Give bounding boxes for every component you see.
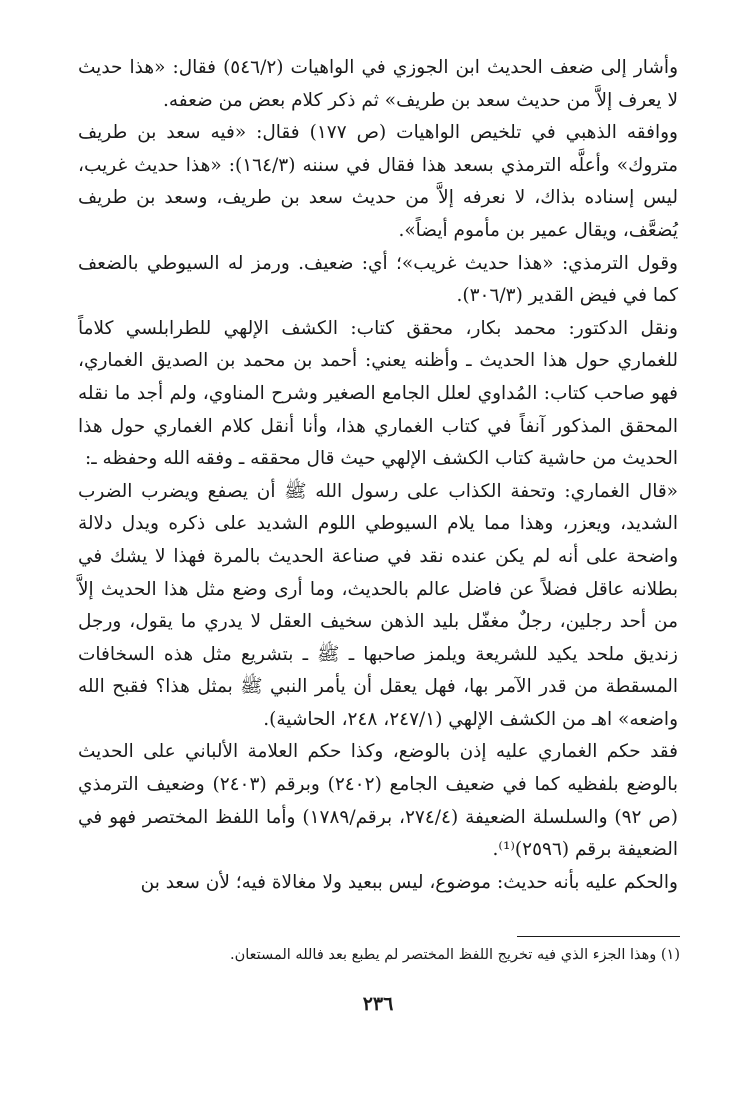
footnote: (١) وهذا الجزء الذي فيه تخريج اللفظ المختصر لم يطبع بعد فالله المستعان. — [230, 947, 680, 963]
paragraph-ruling: والحكم عليه بأنه حديث: موضوع، ليس ببعيد ولا مغالاة فيه؛ لأن سعد بن — [140, 871, 678, 893]
footnote-divider — [517, 936, 680, 937]
paragraph-ghumari-quote: «قال الغماري: وتحفة الكذاب على رسول الله ﷺ أن يصفع ويضرب الضرب الشديد، ويعزر، وهذا مما يلام السيوطي اللوم الشديد على ذكره ويدل دلالة واضحة على أنه لم يكن عنده نقد في صناعة الحديث بالمرة فهذا لا يشك في بطلانه عاقل فضلاً عن فاضل عالم بالحديث، وما أرى وضع مثل هذا الحديث إلاَّ من أحد رجلين، رجلٌ مغفّل بليد الذهن سخيف العقل لا يدري ما يقول، ورجل زنديق ملحد يكيد للشريعة ويلمز صاحبها ـ ﷺ ـ بتشريع مثل هذه السخافات المسقطة من قدر الآمر بها، فهل يعقل أن يأمر النبي ﷺ بمثل هذا؟ فقبح الله واضعه» اهـ من الكشف الإلهي (٢٤٧/١، ٢٤٨، الحاشية). — [78, 480, 678, 730]
page-number: ٢٣٦ — [362, 993, 394, 1015]
page-body — [78, 52, 678, 899]
paragraph-ibn-jawzi: وأشار إلى ضعف الحديث ابن الجوزي في الواهيات (٥٤٦/٢) فقال: «هذا حديث لا يعرف إلاَّ من حديث سعد بن طريف» ثم ذكر كلام بعض من ضعفه. — [78, 57, 678, 111]
paragraph-tirmidhi: وقول الترمذي: «هذا حديث غريب»؛ أي: ضعيف. ورمز له السيوطي بالضعف كما في فيض القدير (٣٠٦/٣). — [78, 252, 678, 307]
paragraph-bakkar: ونقل الدكتور: محمد بكار، محقق كتاب: الكشف الإلهي للطرابلسي كلاماً للغماري حول هذا الحديث ـ وأظنه يعني: أحمد بن محمد بن الصديق الغماري، فهو صاحب كتاب: المُداوي لعلل الجامع الصغير وشرح المناوي، ولم أجد ما نقله المحقق المذكور آنفاً في كتاب الغماري هذا، وأنا أنقل كلام الغماري حول هذا الحديث من حاشية كتاب الكشف الإلهي حيث قال محققه ـ وفقه الله وحفظه ـ: — [78, 317, 678, 470]
paragraph-albani: فقد حكم الغماري عليه إذن بالوضع، وكذا حكم العلامة الألباني على الحديث بالوضع بلفظيه كما في ضعيف الجامع (٢٤٠٢) وبرقم (٢٤٠٣) وضعيف الترمذي (ص ٩٢) والسلسلة الضعيفة (٢٧٤/٤، برقم/١٧٨٩) وأما اللفظ المختصر فهو في الضعيفة برقم (٢٥٩٦)⁽¹⁾. — [78, 741, 678, 861]
paragraph-dhahabi: ووافقه الذهبي في تلخيص الواهيات (ص ١٧٧) فقال: «فيه سعد بن طريف متروك» وأعلَّه الترمذي بسعد هذا فقال في سننه (١٦٤/٣): «هذا حديث غريب، ليس إسناده بذاك، لا نعرفه إلاَّ من حديث سعد بن طريف، وسعد بن طريف يُضعَّف، ويقال عمير بن مأموم أيضاً». — [78, 122, 678, 241]
